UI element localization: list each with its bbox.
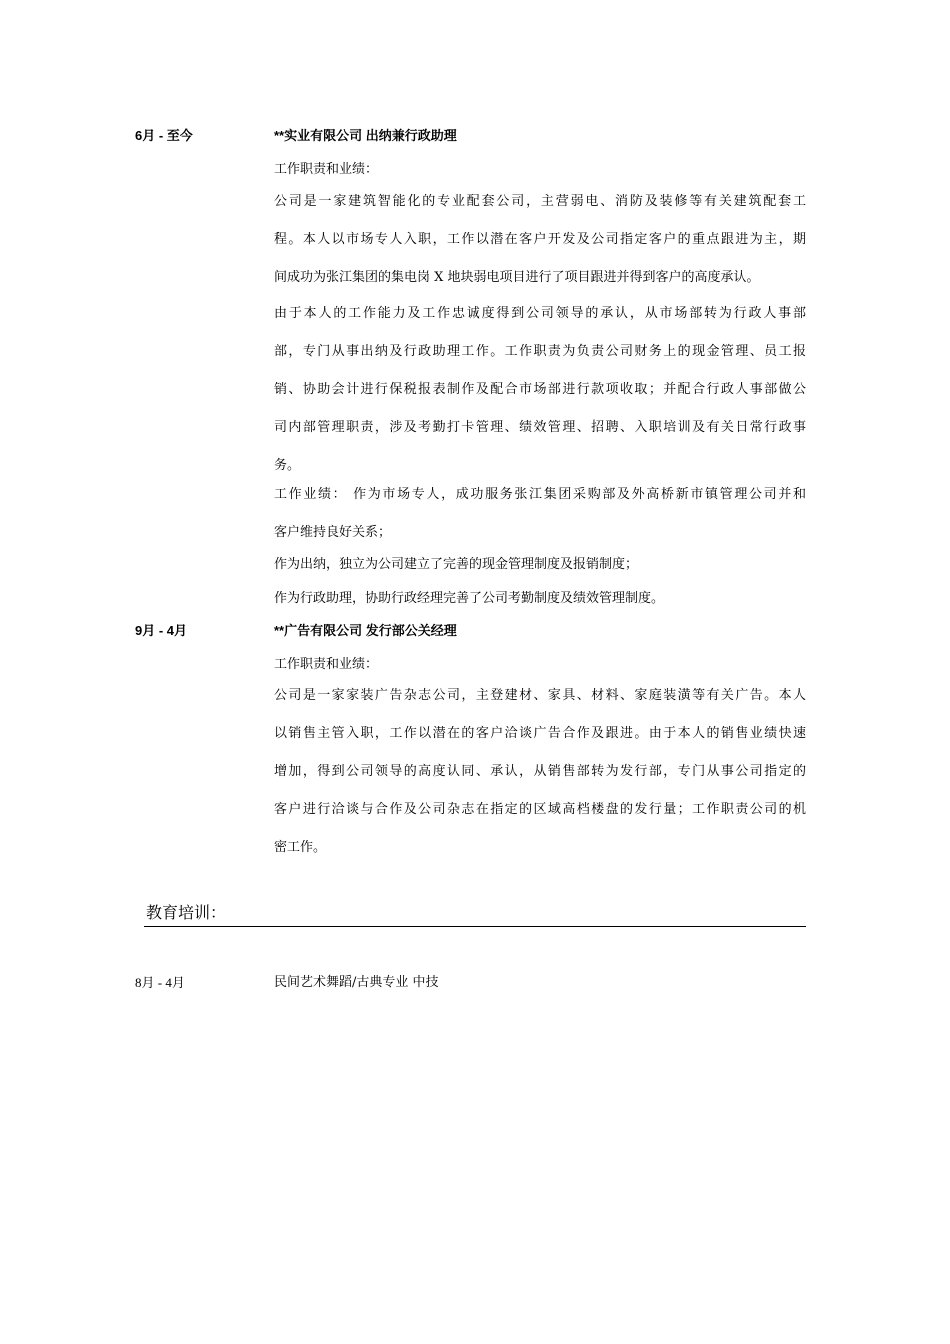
paragraph-line: 客户维持良好关系； xyxy=(274,525,392,540)
experience-paragraph xyxy=(274,591,806,607)
paragraph-line: 间成功为张江集团的集电岗 X 地块弱电项目进行了项目跟进并得到客户的高度承认。 xyxy=(274,270,760,285)
experience-paragraph xyxy=(274,194,806,286)
paragraph-line: 司内部管理职责，涉及考勤打卡管理、绩效管理、招聘、入职培训及有关日常行政事 xyxy=(274,420,806,435)
education-date: 8月 - 4月 xyxy=(135,975,185,990)
experience-paragraph xyxy=(274,557,806,573)
experience-paragraph xyxy=(274,306,806,474)
experience-company-title: **广告有限公司 发行部公关经理 xyxy=(274,623,457,638)
education-section-title: 教育培训： xyxy=(146,903,227,922)
paragraph-line: 密工作。 xyxy=(274,840,327,855)
paragraph-line: 增加，得到公司领导的高度认同、承认，从销售部转为发行部，专门从事公司指定的 xyxy=(274,764,806,779)
duties-heading xyxy=(274,162,806,178)
experience-date: 6月 - 至今 xyxy=(135,128,193,143)
duties-heading xyxy=(274,657,806,673)
paragraph-line: 由于本人的工作能力及工作忠诚度得到公司领导的承认，从市场部转为行政人事部 xyxy=(274,306,806,321)
experience-paragraph xyxy=(274,487,806,541)
paragraph-line: 以销售主管入职，工作以潜在的客户洽谈广告合作及跟进。由于本人的销售业绩快速 xyxy=(274,726,806,741)
paragraph-line: 工作业绩： 作为市场专人，成功服务张江集团采购部及外高桥新市镇管理公司并和 xyxy=(274,487,806,502)
paragraph-line: 公司是一家建筑智能化的专业配套公司，主营弱电、消防及装修等有关建筑配套工 xyxy=(274,194,806,209)
paragraph-line: 作为出纳，独立为公司建立了完善的现金管理制度及报销制度； xyxy=(274,557,639,572)
duties-heading-text: 工作职责和业绩： xyxy=(274,162,379,177)
paragraph-line: 作为行政助理，协助行政经理完善了公司考勤制度及绩效管理制度。 xyxy=(274,591,665,606)
experience-paragraph xyxy=(274,688,806,856)
experience-company-title: **实业有限公司 出纳兼行政助理 xyxy=(274,128,457,143)
paragraph-line: 程。本人以市场专人入职，工作以潜在客户开发及公司指定客户的重点跟进为主，期 xyxy=(274,232,806,247)
paragraph-line: 公司是一家家装广告杂志公司，主登建材、家具、材料、家庭装潢等有关广告。本人 xyxy=(274,688,806,703)
paragraph-line: 客户进行洽谈与合作及公司杂志在指定的区域高档楼盘的发行量；工作职责公司的机 xyxy=(274,802,806,817)
paragraph-line: 销、协助会计进行保税报表制作及配合市场部进行款项收取；并配合行政人事部做公 xyxy=(274,382,806,397)
experience-date: 9月 - 4月 xyxy=(135,623,188,638)
paragraph-line: 部，专门从事出纳及行政助理工作。工作职责为负责公司财务上的现金管理、员工报 xyxy=(274,344,806,359)
section-divider xyxy=(144,926,806,927)
education-school: 民间艺术舞蹈/古典专业 中技 xyxy=(274,975,439,990)
paragraph-line: 务。 xyxy=(274,458,301,473)
duties-heading-text: 工作职责和业绩： xyxy=(274,657,379,672)
